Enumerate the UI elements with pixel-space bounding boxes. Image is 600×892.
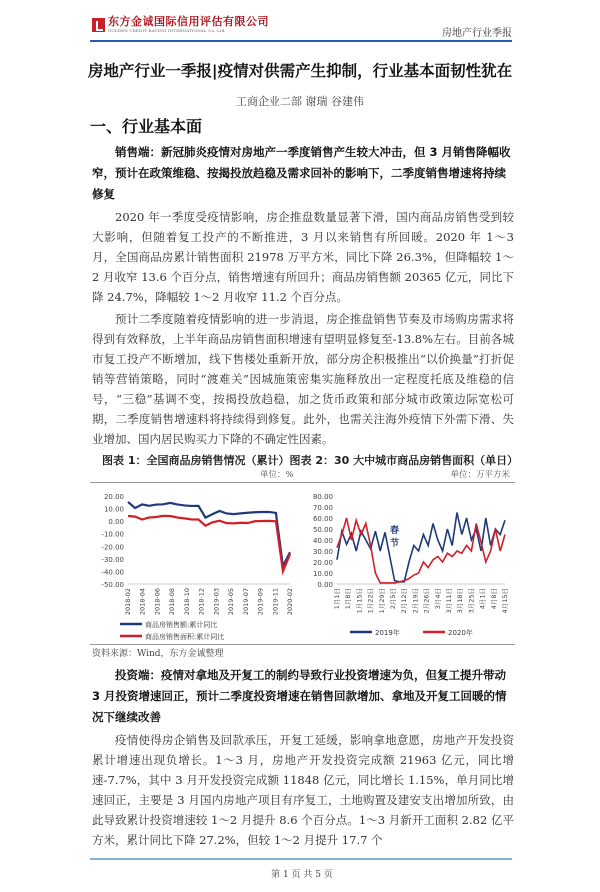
logo-icon	[92, 18, 105, 32]
y-tick-label: 20.00	[103, 493, 124, 501]
series-line-1	[337, 518, 505, 583]
y-tick-label: -40.00	[101, 568, 124, 577]
company-name-en: GOLDEN CREDIT RATING INTERNATIONAL Co.,Ltd.	[108, 28, 226, 33]
x-tick-label: 2018-10	[182, 588, 191, 616]
sales-paragraph-2: 预计二季度随着疫情影响的进一步消退，房企推盘销售节奏及市场购房需求将得到有效释放，上半年商品房销售面积增速有望明显修复至-13.8%左右。目前各城市复工投产不断增加，线下售楼处重新开放，部分房企积极推出“以价换量”打折促销等营销策略，同时“渡难关”因城施策密集实施释放出一定程度托底及维稳的信号，“三稳”基调不变，按揭投放趋稳，加之货币政策和部分城市政策边际宽松可期，二季度销售增速料将持续得到修复。此外，也需关注海外疫情下外需下滑、失业增加、国内居民购买力下降的不确定性因素。	[92, 312, 514, 446]
page-content	[87, 60, 519, 892]
y-tick-label: 30.00	[312, 548, 333, 556]
x-tick-label: 2019-09	[256, 588, 265, 616]
page-number: 第 1 页 共 5 页	[271, 870, 333, 880]
data-source: 资料来源：Wind，东方金诚整理	[92, 649, 224, 659]
x-tick-label: 3月18日	[456, 588, 465, 614]
chart-bottom-rule	[90, 644, 515, 645]
header-divider	[90, 40, 512, 42]
chart-top-rule	[90, 482, 515, 483]
x-tick-label: 1月8日	[344, 588, 353, 610]
series-line-0	[128, 502, 290, 566]
x-tick-label: 2018-12	[197, 588, 206, 616]
chart2-daily-sales-area	[295, 484, 512, 644]
investment-summary: 投资端：疫情对拿地及开复工的制约导致行业投资增速为负，但复工提升带动 3 月投资增速回正，预计二季度投资增速在销售回款增加、拿地及开复工回暖的情况下继续改善	[92, 668, 507, 724]
sales-paragraph-1: 2020 年一季度受疫情影响，房企推盘数量显著下滑，国内商品房销售受到较大影响，但随着复工投产的不断推进，3 月以来销售有所回暖。2020 年 1～3 月，全国商品房累计销售面积 21978 万平方米，同比下降 26.3%，但降幅较 1～2 月收窄 13.6 个百分点，销售增速有所回升；商品房销售额 20365 亿元，同比下降 24.7%，降幅较 1～2 月收窄 11.2 个百分点。	[92, 210, 514, 304]
y-tick-label: -30.00	[101, 555, 124, 564]
y-tick-label: 70.00	[312, 504, 333, 512]
sales-summary: 销售端：新冠肺炎疫情对房地产一季度销售产生较大冲击，但 3 月销售降幅收窄，预计在政策维稳、按揭投放趋稳及需求回补的影响下，二季度销售增速将持续修复	[92, 145, 511, 201]
chart2-title: 图表 2：30 大中城市商品房销售面积（单日）	[289, 454, 519, 467]
x-tick-label: 2019-05	[227, 588, 236, 616]
chart1-unit: 单位：%	[260, 470, 294, 480]
x-tick-label: 4月15日	[501, 588, 509, 614]
y-tick-label: 10.00	[312, 570, 333, 578]
y-tick-label: 50.00	[312, 526, 333, 534]
x-tick-label: 3月25日	[467, 588, 476, 614]
x-tick-label: 2月12日	[400, 588, 409, 614]
x-tick-label: 1月29日	[377, 588, 386, 614]
x-tick-label: 2018-02	[124, 588, 132, 616]
x-tick-label: 1月1日	[333, 588, 341, 610]
x-tick-label: 4月1日	[478, 588, 487, 610]
chart2-unit: 单位：万平方米	[450, 470, 510, 480]
x-tick-label: 2019-03	[212, 588, 221, 616]
y-tick-label: 40.00	[312, 537, 333, 545]
x-tick-label: 2019-07	[241, 588, 250, 616]
footer-divider	[90, 858, 512, 860]
x-tick-label: 3月4日	[433, 588, 442, 610]
y-tick-label: 80.00	[312, 493, 333, 501]
x-tick-label: 2月19日	[411, 588, 420, 614]
legend-label: 商品房销售额:累计同比	[145, 621, 218, 629]
x-tick-label: 2月26日	[422, 588, 431, 614]
x-tick-label: 2018-04	[138, 588, 147, 616]
x-tick-label: 1月22日	[366, 588, 375, 614]
series-line-1	[128, 516, 290, 571]
section-heading: 一、行业基本面	[90, 117, 203, 136]
x-tick-label: 4月8日	[489, 588, 498, 610]
y-tick-label: 0.00	[317, 581, 333, 589]
y-tick-label: -10.00	[101, 530, 124, 539]
y-tick-label: 0.00	[108, 518, 124, 527]
company-name-cn: 东方金诚国际信用评估有限公司	[108, 15, 269, 28]
x-tick-label: 3月11日	[445, 588, 453, 614]
legend-label: 商品房销售面积:累计同比	[145, 633, 225, 641]
company-logo	[92, 16, 269, 33]
y-tick-label: -50.00	[101, 581, 124, 589]
y-tick-label: -20.00	[101, 543, 124, 552]
charts-row	[90, 484, 514, 644]
y-tick-label: 10.00	[103, 505, 124, 514]
x-tick-label: 2月5日	[389, 588, 397, 610]
report-type: 房地产行业季报	[442, 28, 512, 39]
authors: 工商企业二部 谢瑞 谷建伟	[236, 95, 364, 108]
annotation-spring-festival: 春	[390, 526, 400, 536]
investment-paragraph-1: 疫情使得房企销售及回款承压，开复工延缓，影响拿地意愿，房地产开发投资累计增速出现负增长。1～3 月，房地产开发投资完成额 21963 亿元，同比增速-7.7%，其中 3 月开发投资完成额 11848 亿元，同比增长 1.15%，单月同比增速回正，主要是 3 月国内房地产项目有序复工，土地购置及建安支出增加所致，由此导致累计投资增速较 1～2 月提升 8.6 个百分点。1～3 月新开工面积 2.82 亿平方米，累计同比下降 27.2%，但较 1～2 月提升 17.7 个	[92, 733, 514, 847]
page-title: 房地产行业一季报|疫情对供需产生抑制，行业基本面韧性犹在	[87, 62, 513, 80]
legend-label: 2019年	[375, 629, 400, 637]
y-tick-label: 20.00	[312, 559, 333, 567]
x-tick-label: 2018-08	[168, 588, 177, 616]
y-tick-label: 60.00	[312, 515, 333, 523]
chart-units-row	[90, 469, 514, 482]
legend-label: 2020年	[448, 629, 473, 637]
x-tick-label: 2018-06	[153, 588, 162, 616]
annotation-spring-festival: 节	[390, 539, 400, 549]
x-tick-label: 2020-02	[286, 588, 294, 616]
chart1-title: 图表 1：全国商品房销售情况（累计）	[102, 454, 290, 467]
chart1-sales-cumulative	[90, 484, 295, 644]
chart-titles-row	[90, 453, 519, 469]
series-line-0	[337, 513, 505, 582]
x-tick-label: 1月15日	[355, 588, 364, 614]
x-tick-label: 2019-11	[271, 588, 280, 616]
